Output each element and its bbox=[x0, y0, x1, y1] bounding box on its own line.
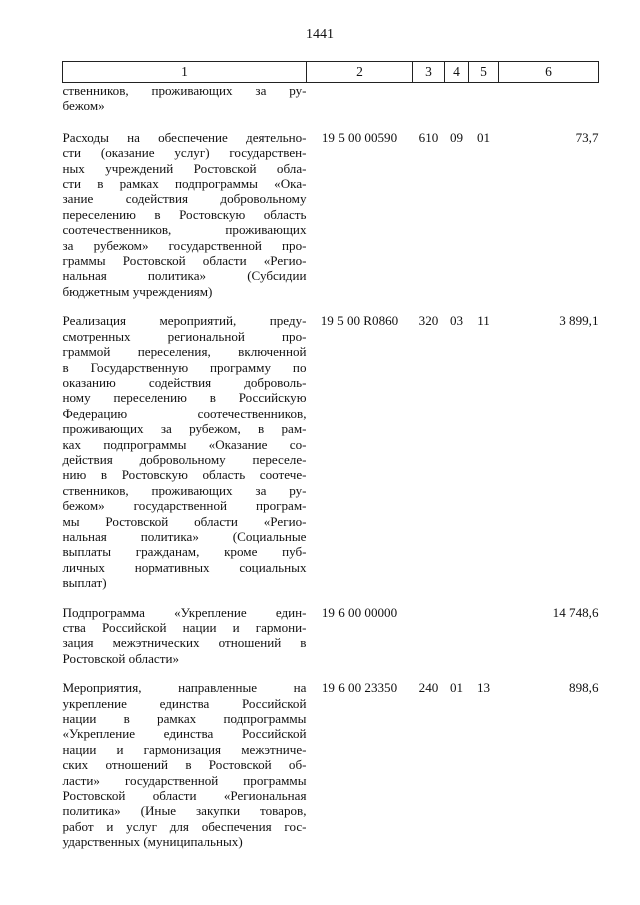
description-line: нию в Ростовскую область соотече- bbox=[62, 467, 307, 483]
row-classification-code: 19 6 00 00000 bbox=[321, 604, 398, 620]
column-header-1: 1 bbox=[63, 62, 307, 83]
description-line: проживающих за рубежом, в рам- bbox=[62, 421, 307, 437]
description-line: зание содействия добровольному bbox=[62, 191, 307, 207]
table-row bbox=[63, 680, 599, 849]
row-classification-code bbox=[307, 83, 413, 130]
description-line: ному переселению в Российскую bbox=[62, 390, 307, 406]
description-line: ства Российской нации и гармони- bbox=[62, 620, 307, 635]
table-body bbox=[63, 83, 599, 850]
row-description bbox=[63, 130, 307, 313]
description-line: нации и гармонизация межэтниче- bbox=[62, 741, 307, 757]
description-line: за рубежом» государственной про- bbox=[62, 237, 307, 253]
description-line: политика» (Иные закупки товаров, bbox=[62, 803, 307, 819]
row-expense-type: 240 bbox=[418, 680, 439, 696]
row-subsection: 13 bbox=[476, 680, 491, 696]
description-line: нальная политика» (Социальные bbox=[62, 528, 307, 544]
row-amount: 73,7 bbox=[575, 129, 599, 145]
description-line: выплаты гражданам, кроме пуб- bbox=[62, 544, 307, 560]
description-line: «Укрепление единства Российской bbox=[62, 726, 307, 742]
row-amount bbox=[499, 83, 599, 130]
description-line: оказанию содействия доброволь- bbox=[62, 374, 307, 390]
description-line: нальная политика» (Субсидии bbox=[62, 268, 307, 284]
row-section bbox=[445, 83, 469, 130]
description-line: смотренных региональной про- bbox=[62, 328, 307, 344]
description-line: бежом» государственной програм- bbox=[62, 498, 307, 514]
row-description bbox=[63, 605, 307, 681]
column-header-5: 5 bbox=[469, 62, 499, 83]
description-line: ских отношений в Ростовской об- bbox=[62, 757, 307, 773]
description-line: Реализация мероприятий, преду- bbox=[62, 313, 307, 329]
description-line: Федерацию соотечественников, bbox=[62, 405, 307, 421]
description-line: переселению в Ростовскую область bbox=[62, 206, 307, 222]
table-row bbox=[63, 83, 599, 130]
row-subsection: 01 bbox=[476, 129, 491, 145]
row-subsection bbox=[469, 605, 499, 681]
table-row bbox=[63, 605, 599, 681]
row-amount: 14 748,6 bbox=[552, 604, 599, 620]
description-line: в Государственную программу по bbox=[62, 359, 307, 375]
row-description bbox=[63, 83, 307, 130]
table-row bbox=[63, 313, 599, 604]
description-line: бежом» bbox=[62, 98, 105, 114]
description-line: Ростовской области «Региональная bbox=[62, 788, 307, 804]
table-row bbox=[63, 130, 599, 313]
description-line: Ростовской области» bbox=[62, 650, 179, 666]
row-expense-type bbox=[413, 83, 445, 130]
row-section bbox=[445, 605, 469, 681]
row-section: 01 bbox=[449, 680, 464, 696]
description-line: работ и услуг для обеспечения гос- bbox=[62, 818, 307, 834]
row-expense-type bbox=[413, 605, 445, 681]
column-header-2: 2 bbox=[307, 62, 413, 83]
row-classification-code: 19 5 00 R0860 bbox=[320, 313, 399, 329]
description-line: бюджетным учреждениям) bbox=[62, 283, 213, 299]
row-description bbox=[63, 313, 307, 604]
description-line: граммой переселения, включенной bbox=[62, 344, 307, 360]
description-line: выплат) bbox=[62, 575, 107, 591]
description-line: ках подпрограммы «Оказание со- bbox=[62, 436, 307, 452]
description-line: сти (оказание услуг) государствен- bbox=[62, 145, 307, 161]
description-line: зация межэтнических отношений в bbox=[62, 635, 307, 651]
description-line: ных учреждений Ростовской обла- bbox=[62, 160, 307, 176]
description-line: действия добровольному переселе- bbox=[62, 451, 307, 467]
description-line: соотечественников, проживающих bbox=[62, 222, 307, 238]
row-subsection bbox=[469, 83, 499, 130]
description-line: личных нормативных социальных bbox=[62, 559, 307, 575]
row-expense-type: 610 bbox=[418, 129, 439, 145]
table-header-row bbox=[63, 62, 599, 83]
page-number: 1441 bbox=[306, 27, 334, 42]
row-amount: 898,6 bbox=[569, 680, 599, 696]
description-line: ласти» государственной программы bbox=[62, 772, 307, 788]
row-subsection: 11 bbox=[477, 313, 490, 329]
row-section: 09 bbox=[449, 129, 464, 145]
description-line: Мероприятия, направленные на bbox=[62, 680, 307, 696]
description-line: ударственных (муниципальных) bbox=[62, 834, 243, 850]
row-classification-code: 19 5 00 00590 bbox=[321, 129, 398, 145]
budget-table bbox=[62, 61, 599, 850]
column-header-6: 6 bbox=[499, 62, 599, 83]
row-section: 03 bbox=[449, 313, 464, 329]
description-line: нации в рамках подпрограммы bbox=[62, 711, 307, 727]
column-header-4: 4 bbox=[445, 62, 469, 83]
description-line: ственников, проживающих за ру- bbox=[62, 83, 307, 98]
column-header-3: 3 bbox=[413, 62, 445, 83]
description-line: мы Ростовской области «Регио- bbox=[62, 513, 307, 529]
row-expense-type: 320 bbox=[418, 313, 439, 329]
row-description bbox=[63, 680, 307, 849]
description-line: ственников, проживающих за ру- bbox=[62, 482, 307, 498]
description-line: сти в рамках подпрограммы «Ока- bbox=[62, 176, 307, 192]
row-classification-code: 19 6 00 23350 bbox=[321, 680, 398, 696]
description-line: укрепление единства Российской bbox=[62, 695, 307, 711]
description-line: Подпрограмма «Укрепление един- bbox=[62, 604, 307, 620]
description-line: Расходы на обеспечение деятельно- bbox=[62, 129, 307, 145]
description-line: граммы Ростовской области «Регио- bbox=[62, 253, 307, 269]
row-amount: 3 899,1 bbox=[559, 313, 599, 329]
